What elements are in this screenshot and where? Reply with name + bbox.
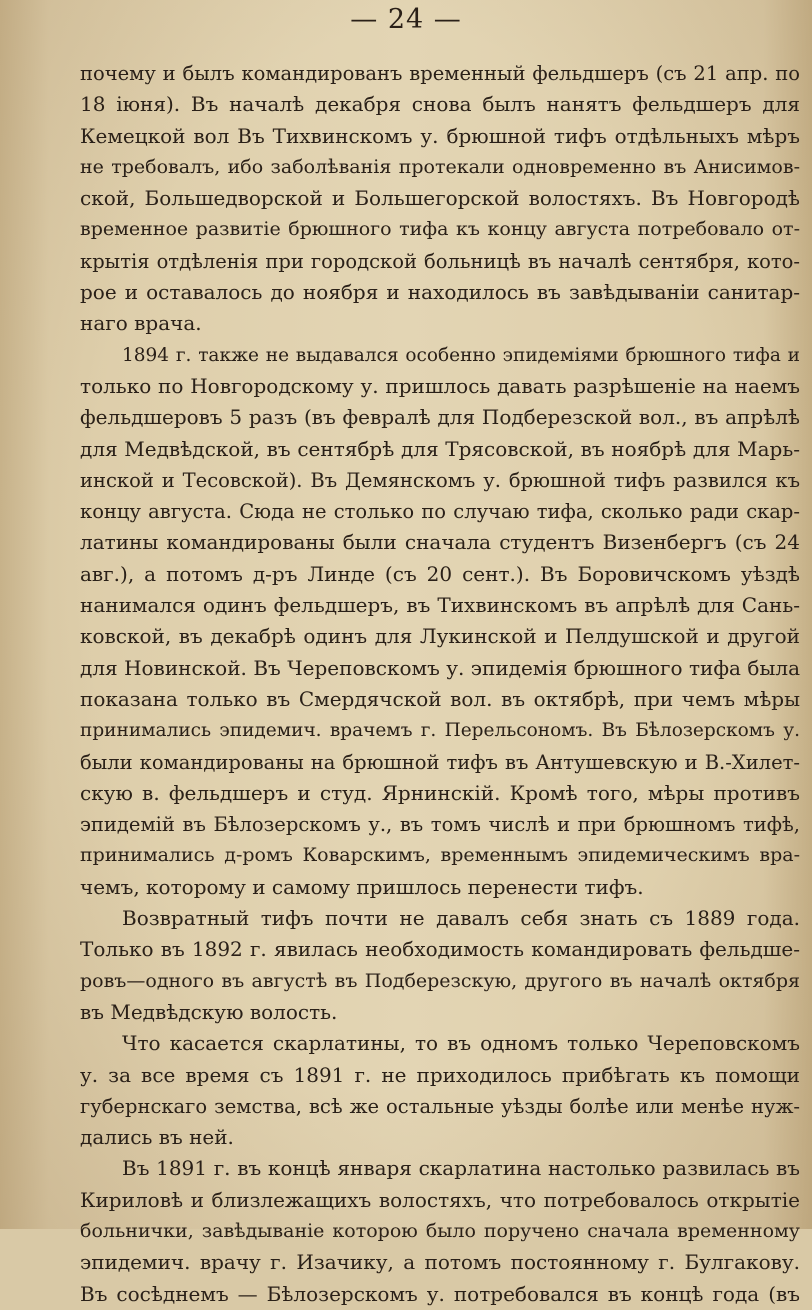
text-line: ровъ—одного въ августѣ въ Подберезскую, другого въ началѣ октября xyxy=(80,969,800,992)
text-line: больнички, завѣдываніе которою было поручено сначала временному xyxy=(80,1219,800,1242)
text-line: латины командированы были сначала студентъ Визенбергъ (съ 24 xyxy=(80,530,800,555)
text-line: Что касается скарлатины, то въ одномъ только Череповскомъ xyxy=(122,1031,800,1056)
text-line: временное развитіе брюшного тифа къ концу августа потребовало от- xyxy=(80,218,800,241)
text-line: наго врача. xyxy=(80,311,202,336)
text-line: только по Новгородскому у. пришлось давать разрѣшеніе на наемъ xyxy=(80,373,800,398)
text-line: принимались д-ромъ Коварскимъ, временнымъ эпидемическимъ вра- xyxy=(80,844,800,867)
text-line: 18 іюня). Въ началѣ декабря снова былъ нанятъ фельдшеръ для xyxy=(80,92,800,117)
text-line: для Медвѣдской, въ сентябрѣ для Трясовской, въ ноябрѣ для Марь- xyxy=(80,436,800,461)
text-line: концу августа. Сюда не столько по случаю тифа, сколько ради скар- xyxy=(80,500,800,524)
text-line: у. за все время съ 1891 г. не приходилось прибѣгать къ помощи xyxy=(80,1062,800,1087)
text-line: авг.), а потомъ д-ръ Линде (съ 20 сент.). Въ Боровичскомъ уѣздѣ xyxy=(80,561,800,586)
text-line: показана только въ Смердячской вол. въ октябрѣ, при чемъ мѣры xyxy=(80,686,800,711)
text-line: принимались эпидемич. врачемъ г. Перельсономъ. Въ Бѣлозерскомъ у. xyxy=(80,720,800,742)
text-line: эпидемій въ Бѣлозерскомъ у., въ томъ числѣ и при брюшномъ тифѣ, xyxy=(80,813,800,837)
text-line: ской, Большедворской и Большегорской волостяхъ. Въ Новгородѣ xyxy=(80,186,800,211)
text-line: чемъ, которому и самому пришлось перенести тифъ. xyxy=(80,874,644,899)
text-line: Кемецкой вол Въ Тихвинскомъ у. брюшной тифъ отдѣльныхъ мѣръ xyxy=(80,123,800,148)
text-line: нанимался одинъ фельдшеръ, въ Тихвинскомъ въ апрѣлѣ для Сань- xyxy=(80,593,800,618)
text-line: 1894 г. также не выдавался особенно эпидеміями брюшного тифа и xyxy=(122,344,800,366)
text-line: инской и Тесовской). Въ Демянскомъ у. брюшной тифъ развился къ xyxy=(80,468,800,492)
text-line: Въ сосѣднемъ — Бѣлозерскомъ у. потребовался въ концѣ года (въ xyxy=(80,1281,800,1306)
text-line: дались въ ней. xyxy=(80,1125,234,1150)
text-line: скую в. фельдшеръ и студ. Ярнинскій. Кромѣ того, мѣры противъ xyxy=(80,780,800,805)
text-line: рое и оставалось до ноября и находилось въ завѣдываніи санитар- xyxy=(80,280,800,305)
text-line: Въ 1891 г. въ концѣ января скарлатина настолько развилась въ xyxy=(122,1156,800,1181)
text-line: Кириловѣ и близлежащихъ волостяхъ, что потребовалось открытіе xyxy=(80,1187,800,1212)
text-line: Возвратный тифъ почти не давалъ себя знать съ 1889 года. xyxy=(122,906,800,931)
page-number: — 24 — xyxy=(350,4,462,35)
text-line: почему и былъ командированъ временный фельдшеръ (съ 21 апр. по xyxy=(80,62,800,85)
text-line: эпидемич. врачу г. Изачику, а потомъ постоянному г. Булгакову. xyxy=(80,1250,800,1275)
text-line: были командированы на брюшной тифъ въ Антушевскую и В.-Хилет- xyxy=(80,750,800,774)
text-line: ковской, въ декабрѣ одинъ для Лукинской и Пелдушской и другой xyxy=(80,624,800,649)
text-line: крытія отдѣленія при городской больницѣ въ началѣ сентября, кото- xyxy=(80,249,800,273)
text-line: въ Медвѣдскую волость. xyxy=(80,999,338,1024)
text-line: губернскаго земства, всѣ же остальные уѣзды болѣе или менѣе нуж- xyxy=(80,1094,800,1118)
text-line: Только въ 1892 г. явилась необходимость командировать фельдше- xyxy=(80,937,800,962)
text-line: фельдшеровъ 5 разъ (въ февралѣ для Подберезской вол., въ апрѣлѣ xyxy=(80,405,800,430)
body-text xyxy=(80,58,800,1310)
text-line: не требовалъ, ибо заболѣванія протекали одновременно въ Анисимов- xyxy=(80,155,800,178)
text-line: для Новинской. Въ Череповскомъ у. эпидемія брюшного тифа была xyxy=(80,655,800,680)
